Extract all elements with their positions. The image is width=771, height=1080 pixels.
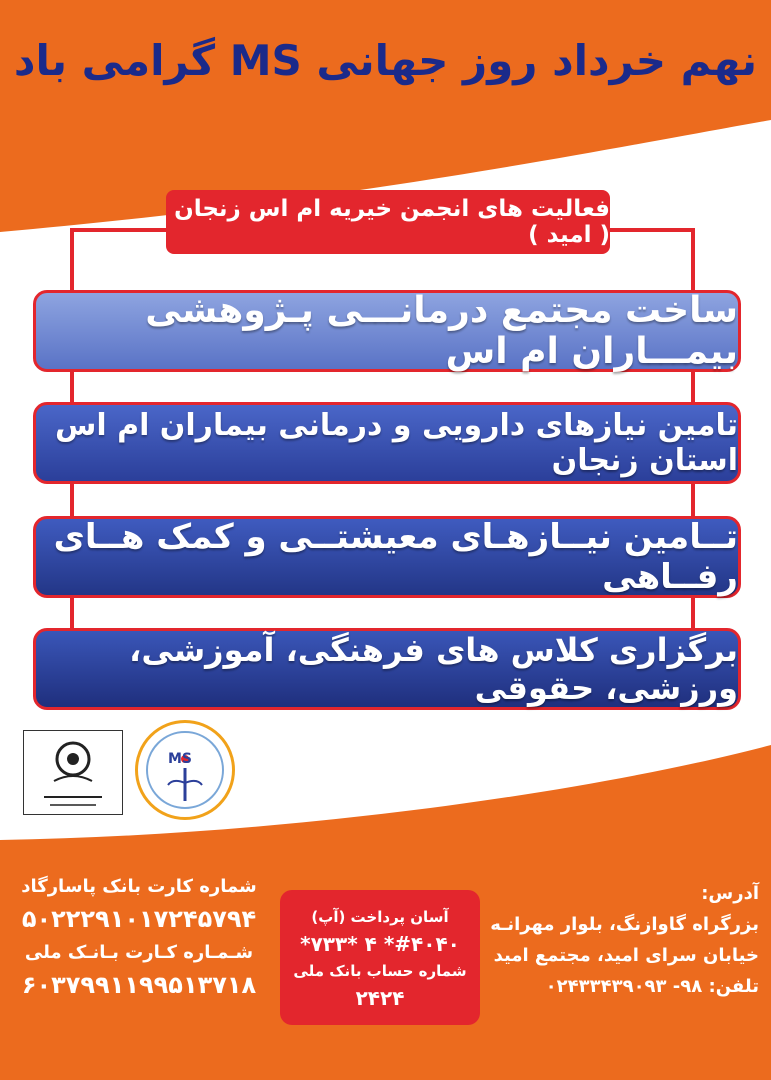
payment-ussd-code: #۴۰۴۰* ۴ *۷۳۳* <box>300 931 460 956</box>
page-title: نهم خرداد روز جهانی MS گرامی باد <box>13 36 758 85</box>
activity-item-3: تــامین نیــازهـای معیشتــی و کمک هــای رفــاهی <box>33 516 741 598</box>
activity-item-1: ساخت مجتمع درمانـــی پـژوهشی بیمـــاران ام اس <box>33 290 741 372</box>
payment-label: آسان پرداخت (آپ) <box>311 907 449 926</box>
ms-charity-logo-icon <box>138 723 232 817</box>
account-label: شماره حساب بانک ملی <box>293 961 467 980</box>
address-label: آدرس: <box>701 883 759 904</box>
melli-card-label: شـمـاره کـارت بـانـک ملی <box>24 942 254 963</box>
municipality-logo <box>23 730 123 815</box>
pasargad-card-label: شماره کارت بانک پاسارگاد <box>21 876 257 897</box>
bank-cards-block <box>14 870 264 1002</box>
activities-heading: فعالیت های انجمن خیریه ام اس زنجان ( امید ) <box>166 190 610 254</box>
address-line-1: بزرگراه گاوازنگ، بلوار مهرانـه <box>490 914 759 935</box>
address-block <box>469 878 759 1002</box>
phone-number: تلفن: ۹۸- ۰۲۴۳۳۴۳۹۰۹۳ <box>545 976 759 997</box>
address-line-2: خیابان سرای امید، مجتمع امید <box>493 945 759 966</box>
ms-charity-logo <box>135 720 235 820</box>
pasargad-card-number: ۵۰۲۲۲۹۱۰۱۷۲۴۵۷۹۴ <box>21 905 257 933</box>
municipality-emblem-icon <box>24 731 122 814</box>
melli-card-number: ۶۰۳۷۹۹۱۱۹۹۵۱۳۷۱۸ <box>21 971 257 999</box>
activity-item-2: تامین نیازهای دارویی و درمانی بیماران ام اس استان زنجان <box>33 402 741 484</box>
ms-mark-label: MS <box>168 751 193 767</box>
activity-item-4: برگزاری کلاس های فرهنگی، آموزشی، ورزشی، حقوقی <box>33 628 741 710</box>
payment-box <box>280 890 480 1025</box>
account-number: ۲۴۲۴ <box>355 985 405 1010</box>
